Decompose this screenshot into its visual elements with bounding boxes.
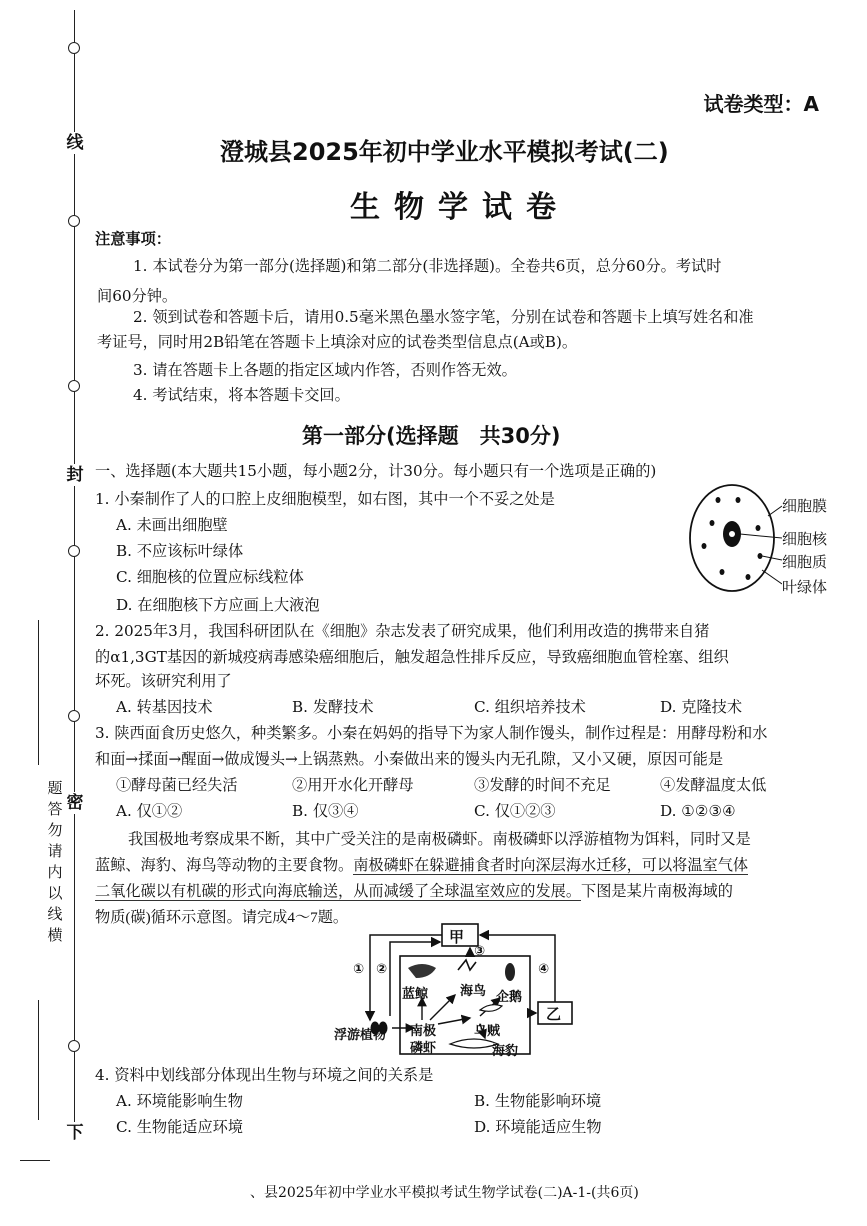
label-arrow-4: ④ (538, 962, 550, 977)
q1-option: A. 未画出细胞壁 (116, 516, 228, 534)
q3-stem: 3. 陕西面食历史悠久，种类繁多。小秦在妈妈的指导下为家人制作馒头，制作过程是：用酵母粉和水 (95, 724, 768, 742)
penguin-icon (505, 963, 515, 981)
exam-title: 澄城县2025年初中学业水平模拟考试(二) (220, 138, 669, 166)
label-krill: 磷虾 (410, 1041, 437, 1056)
label-seal: 海豹 (492, 1044, 519, 1059)
label-cytoplasm: 细胞质 (782, 553, 828, 571)
note-item: 3. 请在答题卡上各题的指定区域内作答，否则作答无效。 (133, 361, 517, 379)
q1-option: D. 在细胞核下方应画上大液泡 (116, 596, 320, 614)
q1-option: C. 细胞核的位置应标线粒体 (116, 568, 304, 586)
margin-note-char: 题 (47, 779, 63, 797)
margin-char-seal: 封 (64, 464, 86, 486)
passage-line: 我国极地考察成果不断，其中广受关注的是南极磷虾。南极磷虾以浮游植物为饵料，同时又是 (128, 831, 751, 848)
part1-heading: 第一部分(选择题 共30分) (302, 424, 561, 448)
passage-line (95, 852, 748, 880)
q2-stem: 坏死。该研究利用了 (95, 672, 232, 690)
q3-option: B. 仅③④ (292, 802, 359, 820)
q1-stem: 1. 小秦制作了人的口腔上皮细胞模型，如右图，其中一个不妥之处是 (95, 490, 555, 508)
passage-line (95, 878, 733, 906)
q3-statement: ②用开水化开酵母 (292, 776, 414, 794)
label-squid: 乌贼 (474, 1024, 501, 1039)
note-item: 间60分钟。 (97, 287, 178, 305)
q2-stem: 2. 2025年3月，我国科研团队在《细胞》杂志发表了研究成果，他们利用改造的携带来自猪 (95, 622, 710, 640)
seabird-icon (458, 960, 476, 970)
q2-option: A. 转基因技术 (116, 698, 213, 716)
label-jia: 甲 (449, 928, 465, 946)
seal-icon (450, 1039, 498, 1048)
q4-stem: 4. 资料中划线部分体现出生物与环境之间的关系是 (95, 1066, 434, 1084)
note-item: 1. 本试卷分为第一部分(选择题)和第二部分(非选择题)。全卷共6页，总分60分。考试时 (133, 257, 722, 275)
arrow-2 (390, 942, 440, 1016)
margin-note-char: 线 (47, 905, 63, 923)
q2-option: C. 组织培养技术 (474, 698, 586, 716)
note-item: 4. 考试结束，将本答题卡交回。 (133, 386, 350, 404)
label-antarctic: 南极 (410, 1024, 437, 1039)
q4-option: B. 生物能影响环境 (474, 1092, 602, 1110)
margin-note-char: 横 (47, 926, 63, 944)
label-chloroplast: 叶绿体 (782, 578, 828, 596)
label-arrow-1: ① (353, 962, 365, 977)
margin-circle (68, 1040, 80, 1052)
label-penguin: 企鹅 (496, 990, 523, 1005)
margin-note (44, 778, 66, 946)
label-arrow-3: ③ (474, 944, 486, 959)
margin-dash (20, 1160, 50, 1161)
cell-model-diagram (682, 478, 782, 608)
label-seabird: 海鸟 (460, 984, 487, 999)
q3-option: A. 仅①② (116, 802, 183, 820)
squid-icon (480, 1005, 502, 1012)
margin-inner-line (38, 620, 39, 765)
subject-title: 生物学试卷 (350, 190, 570, 225)
q2-option: B. 发酵技术 (292, 698, 374, 716)
passage-line: 物质(碳)循环示意图。请完成4～7题。 (95, 909, 349, 926)
q2-option: D. 克隆技术 (660, 698, 743, 716)
seal-line (74, 10, 75, 1130)
passage-text: 蓝鲸、海豹、海鸟等动物的主要食物。 (95, 857, 354, 874)
page-footer: 、县2025年初中学业水平模拟考试生物学试卷(二)A-1-(共6页) (250, 1185, 639, 1201)
q3-statement: ①酵母菌已经失活 (116, 776, 238, 794)
margin-circle (68, 710, 80, 722)
label-yi: 乙 (546, 1005, 562, 1023)
q1-option: B. 不应该标叶绿体 (116, 542, 244, 560)
q4-option: C. 生物能适应环境 (116, 1118, 244, 1136)
margin-char-dense: 密 (64, 792, 86, 814)
q3-option: C. 仅①②③ (474, 802, 556, 820)
q3-stem: 和面→揉面→醒面→做成馒头→上锅蒸熟。小秦做出来的馒头内无孔隙，又小又硬，原因可能是 (95, 750, 724, 768)
label-phytoplankton: 浮游植物 (334, 1028, 387, 1043)
margin-inner-line (38, 1000, 39, 1120)
section-desc: 一、选择题(本大题共15小题，每小题2分，计30分。每小题只有一个选项是正确的) (95, 462, 657, 480)
q3-statement: ④发酵温度太低 (660, 776, 767, 794)
notes-heading: 注意事项： (95, 230, 171, 248)
note-item: 考证号，同时用2B铅笔在答题卡上填涂对应的试卷类型信息点(A或B)。 (97, 333, 578, 351)
arrow-1 (370, 935, 442, 1020)
label-cell-membrane: 细胞膜 (782, 497, 828, 515)
whale-icon (408, 964, 436, 978)
paper-type: 试卷类型：A (703, 92, 819, 116)
label-arrow-2: ② (376, 962, 388, 977)
q4-option: A. 环境能影响生物 (116, 1092, 243, 1110)
margin-circle (68, 42, 80, 54)
margin-circle (68, 545, 80, 557)
q3-option: D. ①②③④ (660, 802, 736, 820)
q4-option: D. 环境能适应生物 (474, 1118, 602, 1136)
q2-stem: 的α1,3GT基因的新城疫病毒感染癌细胞后，触发超急性排斥反应，导致癌细胞血管栓塞、组织 (95, 648, 729, 666)
binding-margin (0, 0, 95, 1226)
margin-note-char: 内 (47, 863, 63, 881)
margin-char-down: 下 (64, 1122, 86, 1144)
margin-char-line: 线 (64, 132, 86, 154)
margin-note-char: 勿 (47, 821, 63, 839)
passage-underlined: 二氧化碳以有机碳的形式向海底输送，从而减缓了全球温室效应的发展。 (95, 883, 581, 900)
note-item: 2. 领到试卷和答题卡后，请用0.5毫米黑色墨水签字笔，分别在试卷和答题卡上填写姓名和准 (133, 308, 754, 326)
label-nucleus: 细胞核 (782, 530, 828, 548)
margin-note-char: 以 (47, 884, 63, 902)
margin-note-char: 答 (47, 800, 63, 818)
label-blue-whale: 蓝鲸 (402, 987, 429, 1002)
q3-statement: ③发酵的时间不充足 (474, 776, 611, 794)
passage-underlined: 南极磷虾在躲避捕食者时向深层海水迁移，可以将温室气体 (353, 857, 749, 874)
margin-note-char: 请 (47, 842, 63, 860)
margin-circle (68, 215, 80, 227)
passage-text: 下图是某片南极海域的 (581, 883, 733, 900)
margin-circle (68, 380, 80, 392)
